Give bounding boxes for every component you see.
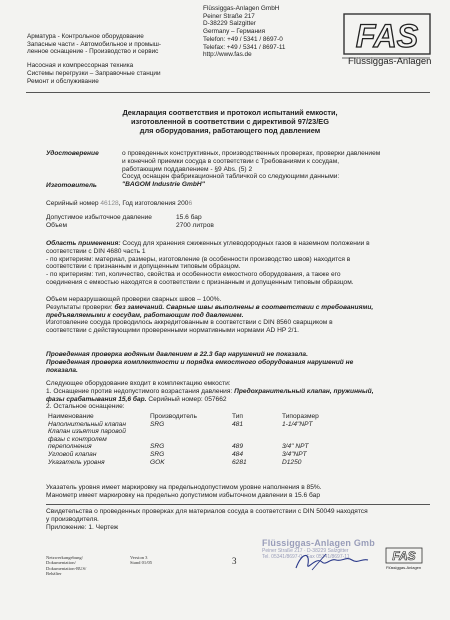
footer-fas-logo (384, 546, 424, 574)
serial-line (46, 200, 192, 208)
row-name: Угловой клапан (48, 450, 97, 458)
application-line: Сосуд для хранения сжиженных углеводородных газов в наземном положении в (122, 240, 370, 247)
spec-value: 2700 литров (176, 222, 214, 229)
header-left-line: Насосная и компрессорная техника (27, 62, 134, 70)
evidence-section (46, 508, 368, 531)
company-line: http://www.fas.de (203, 51, 252, 59)
table-header: Типоразмер (282, 413, 319, 420)
company-address (203, 5, 286, 59)
row-type: 484 (232, 450, 244, 458)
table-row (48, 428, 319, 436)
application-line: соответствии с признанным и допущенным типовым образцом. (46, 263, 241, 271)
footer-line: Netzwerkangebung/ (46, 555, 83, 560)
company-line: Germany – Германия (203, 28, 266, 36)
company-line: Telefax: +49 / 5341 / 8697-11 (203, 43, 286, 51)
row-name: Указатель уровня (48, 458, 105, 466)
table-header-row (48, 413, 319, 421)
spec-label: Допустимое избыточное давление (46, 214, 152, 221)
row-size: 1-1/4"NPT (282, 420, 313, 428)
spec-value: 15.6 бар (176, 214, 202, 221)
evidence-line: у производителя. (46, 515, 99, 523)
application-line: соответствии с DIN 4680 часть 1 (46, 247, 146, 255)
header-divider (26, 92, 430, 93)
row-name: переполнения (48, 443, 92, 451)
equipment-item1: 1. Оснащение против недопустимого возрастания давления: (46, 387, 235, 395)
cert-line: о проведенных конструктивных, производственных проверках, проверки давлением (122, 150, 381, 157)
cert-label: Удостоверение (46, 150, 99, 157)
maker-label: Изготовитель (46, 182, 97, 189)
header-left-line: Ремонт и обслуживание (27, 77, 99, 85)
row-name: фазы с контролем (48, 435, 107, 443)
row-maker: SRG (150, 443, 165, 451)
row-type: 489 (232, 443, 244, 451)
company-line: D-38229 Salzgitter (203, 20, 256, 28)
application-line: - по критериям: тип, количество, свойства и особенности емкостного оборудования, а также его (46, 271, 341, 279)
welding-line: соответствии с действующими проверенными нормативными нормами AD HP 2/1. (46, 327, 299, 335)
equipment-item1-bold2: фазы срабатывания 15,6 бар. (46, 395, 147, 403)
header-left-line: Арматура - Контрольное оборудование (27, 33, 144, 40)
title-line: Декларация соответствия и протокол испытаний емкости, (122, 108, 338, 117)
row-type: 481 (232, 420, 244, 428)
serial-number: 46128 (100, 200, 119, 207)
application-line: соединения с емкостью находятся в соответствии с признанным и допущенным типовым образцом. (46, 278, 354, 286)
footer-version (130, 555, 152, 566)
table-header: Производитель (150, 413, 197, 420)
table-header: Наименование (48, 413, 94, 420)
pressure-line: Проведенная проверка водяным давлением в 22.3 бар нарушений не показала. (46, 351, 308, 358)
welding-line: Изготовление сосуда проводилось аккредитованным в соответствии с DIN 8560 сварщиком в (46, 319, 333, 327)
signature-icon (292, 548, 372, 574)
serial-label: Серийный номер (46, 200, 99, 207)
stamp-name: Flüssiggas-Anlagen Gmb (262, 538, 375, 548)
maker-name: "BAGOM Industrie GmbH" (122, 181, 205, 188)
footer-line: Dokumentation-RUS/ (46, 565, 87, 571)
section-divider (46, 504, 430, 505)
pressure-line: показала. (46, 366, 78, 374)
gauge-line: Указатель уровня имеет маркировку на предельнодопустимом уровне наполнения в 85%. (46, 484, 322, 491)
cert-line: Сосуд оснащен фабрикационной табличкой со следующими данными: (122, 173, 340, 181)
header-left-line: Системы перегрузки – Заправочные станции (27, 69, 161, 77)
attachment-line: Приложение: 1. Чертеж (46, 523, 119, 531)
company-line: Telefon: +49 / 5341 / 8697-0 (203, 35, 283, 43)
weld-volume: Объем неразрушающей проверки сварных швов – 100%. (46, 296, 222, 303)
equipment-item1-bold: Предохранительный клапан, пружинный, (234, 387, 374, 395)
equipment-table (48, 413, 319, 466)
logo-subtitle: Flüssiggas-Anlagen (348, 56, 432, 67)
spec-label: Объем (46, 222, 68, 229)
header-left-block (27, 33, 161, 85)
equipment-item1-serial: Серийный номер: 057662 (146, 395, 227, 403)
cert-text (122, 150, 380, 181)
table-row (48, 459, 319, 467)
row-name: Наполнительный клапан (48, 420, 126, 428)
application-line: - по критериям: материал, размеры, изготовление (в особенности производство швов) находится в (46, 255, 351, 263)
footer-line: Dokumentation/ (46, 560, 76, 566)
application-section (46, 240, 370, 287)
equipment-section (46, 380, 374, 411)
table-row (48, 443, 319, 451)
footer-line: Behälter (46, 571, 62, 577)
equipment-item2: 2. Остальное оснащение: (46, 403, 125, 411)
fas-logo (338, 10, 434, 70)
table-row (48, 451, 319, 459)
gauge-line: Манометр имеет маркировку на предельно допустимом избыточном давлении в 15.6 бар (46, 491, 320, 499)
table-row (48, 436, 319, 444)
stamp-line: Tel. 05341/8697-0 · Fax 05341/8697-11 (262, 554, 350, 560)
row-name: Клапан изъятия паровой (48, 428, 126, 436)
row-size: 3/4"NPT (282, 450, 307, 458)
check-prefix: Результаты проверки: (46, 303, 115, 311)
pressure-test (46, 351, 353, 374)
row-maker: SRG (150, 420, 165, 428)
cert-line: работающим поддавлением - §9 Abs. (5) 2 (122, 165, 253, 173)
table-header: Тип (232, 413, 243, 420)
svg-text:FAS: FAS (392, 549, 416, 563)
check-result: без замечаний. Сварные швы выполнены в соответствии с требованиями, (114, 303, 374, 311)
header-left-line: ленное оснащение - Производство и сервис (27, 48, 159, 56)
company-line: Peiner Straße 217 (203, 12, 255, 20)
title-line: изготовленной в соответствии с директивой 97/23/EG (131, 117, 329, 126)
check-result-cont: предъявляемыми к сосудам, работающим под давлением. (46, 311, 244, 319)
footer-logo-graphic (384, 546, 424, 566)
footer-path (46, 555, 86, 577)
results-section (46, 296, 373, 335)
footer-logo-sub: Flüssiggas-Anlagen (386, 565, 422, 570)
company-line: Flüssiggas-Anlagen GmbH (203, 5, 280, 12)
year-label: , Год изготовления 200 (118, 200, 189, 207)
title-line: для оборудования, работающего под давлением (139, 126, 321, 135)
cert-line: и конечной приемки сосуда в соответствии с Требованиями к сосудам, (122, 157, 340, 165)
equipment-intro: Следующее оборудование входит в комплектацию емкости: (46, 380, 231, 387)
document-title (30, 108, 430, 135)
row-size: 3/4" NPT (282, 443, 309, 451)
page-number: 3 (232, 556, 237, 566)
row-maker: SRG (150, 450, 165, 458)
version-line: Stand 01/05 (130, 560, 153, 566)
row-maker: GOK (150, 458, 165, 466)
application-heading: Область применения: (46, 240, 121, 247)
gauge-section (46, 484, 322, 500)
svg-text:FAS: FAS (355, 18, 419, 54)
year-digit: 6 (188, 200, 193, 207)
stamp-line: Peiner Straße 217 · D-38229 Salzgitter (262, 548, 349, 554)
row-type: 6281 (232, 458, 247, 466)
evidence-line: Свидетельства о проведенных проверках для материалов сосуда в соответствии с DIN 50049 находятся (46, 508, 368, 515)
version-line: Version 3 (130, 555, 148, 560)
pressure-line: Проведенная проверка комплектности и порядка емкостного оборудования нарушений не (46, 358, 354, 366)
header-left-line: Запасные части - Автомобильное и промыш- (27, 40, 162, 48)
row-size: D1250 (282, 458, 302, 466)
